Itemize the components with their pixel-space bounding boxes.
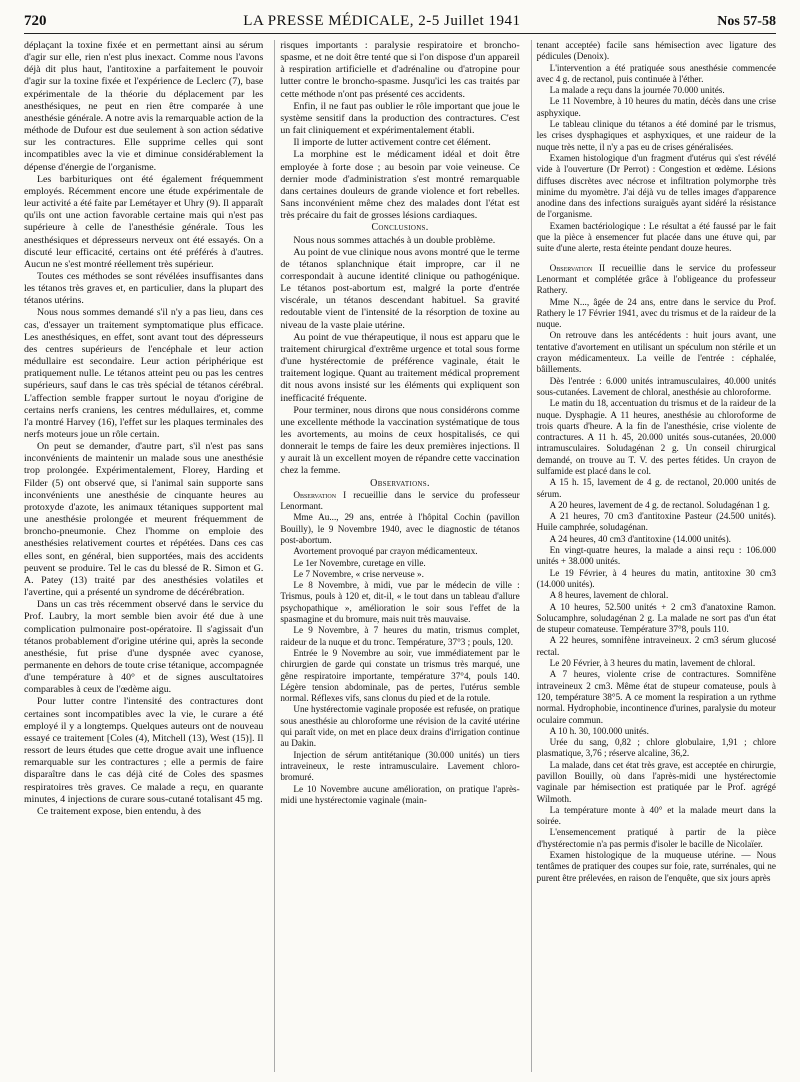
paragraph: Le 8 Novembre, à midi, vue par le médecin de ville : Trismus, pouls à 120 et, dit-il, « le tout dans un tableau d'allure psychopathique », amélioration le soir sous l'effet de la spasmagine et du bromure, mais nuit très mauvaise.: [280, 580, 520, 625]
observation-1-heading: [280, 490, 519, 513]
paragraph: A 20 heures, lavement de 4 g. de rectanol. Soludagénan 1 g.: [549, 499, 770, 510]
observation-1-source: recueillie dans le service du professeur Lenormant.: [280, 489, 520, 512]
paragraph: Pour lutter contre l'intensité des contractures dont certaines sont incompatibles avec la vie, le curare a été employé il y a longtemps. Quelques auteurs ont de nouveau essayé ce traitement [Coles (4), Mitchell (13), West (15)]. Il ressort de leurs études que cette drogue avait une influence remarquable sur les contractures ; elle a permis de faire disparaître dans le cas déjà cité de Coles des spasmes respiratoires très graves. Ce malade a reçu, en quarante minutes, 4 injections de curare sous-cutané totalisant 45 mg.: [24, 696, 264, 805]
paragraph: A 7 heures, violente crise de contractures. Somnifène intraveineux 2 cm3. Même état de stupeur comateuse, pouls à 120, température 38°5. A ce moment la respiration a un rythme normal. Hydrophobie, incontinence d'urines, paralysie du moteur oculaire commun.: [536, 669, 776, 725]
paragraph: Urée du sang, 0,82 ; chlore globulaire, 1,91 ; chlore plasmatique, 3,76 ; réserve alcaline, 36,2.: [536, 737, 776, 759]
paragraph: Le tableau clinique du tétanos a été dominé par le trismus, les crises dysphagiques et asphyxiques, et une raideur de la nuque très nette, il n'y a pas eu de crises généralisées.: [536, 119, 776, 152]
column-1: [24, 40, 263, 1072]
conclusions-text: [280, 235, 519, 478]
paragraph: Toutes ces méthodes se sont révélées insuffisantes dans les tétanos très graves et, en particulier, dans la plupart des tétanos utérins.: [24, 270, 264, 307]
paragraph: Le 19 Février, à 4 heures du matin, antitoxine 30 cm3 (14.000 unités).: [536, 567, 776, 589]
paragraph: L'ensemencement pratiqué à partir de la pièce d'hystérectomie n'a pas permis d'isoler le bacille de Nicolaïer.: [536, 827, 776, 849]
paragraph: A 8 heures, lavement de chloral.: [549, 590, 669, 601]
journal-date: 2-5 Juillet 1941: [418, 13, 521, 29]
paragraph: Mme N..., âgée de 24 ans, entre dans le service du Prof. Rathery le 17 Février 1941, avec du trismus et de la raideur de la nuque.: [536, 296, 776, 330]
paragraph: Examen histologique de la muqueuse utérine. — Nous tentâmes de pratiquer des coupes sur foie, rate, surrénales, qui ne purent être prélevées, en raison de l'enquête, que six jours après: [536, 850, 776, 883]
paragraph: Le 9 Novembre, à 7 heures du matin, trismus complet, raideur de la nuque et du tronc. Température, 37°3 ; pouls, 120.: [280, 625, 520, 647]
column-2-intro: [280, 40, 519, 222]
paragraph: Avortement provoqué par crayon médicamenteux.: [293, 546, 478, 557]
paragraph: Enfin, il ne faut pas oublier le rôle important que joue le système sensitif dans la production des contractures. C'est un fait cliniquement et expérimentalement établi.: [280, 100, 520, 137]
paragraph: Le 10 Novembre aucune amélioration, on pratique l'après-midi une hystérectomie vaginale (main-: [280, 783, 520, 805]
paragraph: La température monte à 40° et la malade meurt dans la soirée.: [536, 804, 776, 827]
paragraph: déplaçant la toxine fixée et en permettant ainsi au sérum d'agir sur elle, rien n'est plus inexact. Comme nous l'avons déjà dit plus haut, l'antitoxine a parfaitement le pouvoir d'agir sur la toxine fixée et l'expérience de Leclerc (7), base expérimentale de la théorie du déplacement par les anesthésiques, ne peut en rien être comparée à une anesthésie générale. A notre avis la remarquable action de la méthode de Dufour est due seulement à son action sédative sur les contractures. Elle supprime celles qui sont incompatibles avec la vie et diminue considérablement la dépense d'énergie de l'organisme.: [24, 40, 264, 173]
paragraph: Le matin du 18, accentuation du trismus et de la raideur de la nuque. Dysphagie. A 11 heures, anesthésie au chloroforme de trois quarts d'heure. A la fin de l'anesthésie, crise violente de contractures. A 11 h. 45, 20.000 unités sous-cutanées, 20.000 intramusculaires. Soludagénan 2 g. Un conseil chirurgical demandé, on trouve au T. V. des pertes fétides. Un crayon de sulfamide est placé dans le col.: [536, 398, 776, 476]
observation-1-label: Observation I: [293, 489, 347, 500]
paragraph: A 15 h. 15, lavement de 4 g. de rectanol, 20.000 unités de sérum.: [536, 477, 776, 499]
column-3: [531, 40, 776, 1072]
paragraph: Le 1er Novembre, curetage en ville.: [293, 557, 426, 568]
paragraph: A 21 heures, 70 cm3 d'antitoxine Pasteur (24.500 unités). Huile camphrée, soludagénan.: [536, 511, 776, 533]
page-header: [24, 8, 776, 34]
paragraph: Au point de vue clinique nous avons montré que le terme de tétanos splanchnique était impropre, car il ne correspondait à aucune identité clinique ou pathogénique. Le tétanos post-abortum est, malgré la porte d'entrée viscérale, un tétanos descendant habituel. Sa gravité redoutable vient de l'intensité de la résorption de toxine au niveau de la vaste plaie utérine.: [280, 246, 520, 331]
paragraph: La malade, dans cet état très grave, est acceptée en chirurgie, pavillon Bouilly, où dans l'après-midi une hystérectomie vaginale par hémisection est pratiquée par le Prof. agrégé Wilmoth.: [536, 759, 776, 804]
journal-name: LA PRESSE MÉDICALE,: [243, 13, 415, 29]
paragraph: La morphine est le médicament idéal et doit être employée à forte dose ; au besoin par voie veineuse. Ce dernier mode d'administration s'est montré remarquable dans certaines douleurs de grande violence et fort rebelles. Sans inconvénient même chez des malades dont l'état est très précaire du fait de grosses lésions cardiaques.: [280, 149, 520, 222]
paragraph: Dès l'entrée : 6.000 unités intramusculaires, 40.000 unités sous-cutanées. Lavement de chloral, anesthésie au chloroforme.: [536, 375, 776, 397]
paragraph: Nous nous sommes demandé s'il n'y a pas lieu, dans ces cas, d'essayer un traitement symptomatique plus efficace. Les anesthésiques, en effet, sont avant tout des dépresseurs des centres supérieurs de l'encéphale et leur action médullaire est secondaire. Leur action périphérique est pratiquement nulle. Le tétanos atteint peu ou pas les centres supérieurs, sauf dans le cas très spécial de tétanos cérébral. L'affection semble frapper surtout le noyau d'origine de certains nerfs craniens, les centres médullaires, et, comme l'a montré Harvey (16), l'effet sur les plaques terminales des nerfs moteurs joue un rôle certain.: [24, 307, 264, 440]
paragraph: Pour terminer, nous dirons que nous considérons comme une excellente méthode la vaccination systématique de tous les avortements, au moins de ceux hospitalisés, ce qui donnerait le temps de faire les deux premières injections. Il y aurait là un excellent moyen de répandre cette vaccination chez la femme.: [280, 404, 520, 477]
paragraph: Le 20 Février, à 3 heures du matin, lavement de chloral.: [549, 658, 756, 669]
observations-heading: Observations.: [370, 477, 430, 489]
paragraph: Dans un cas très récemment observé dans le service du Prof. Laubry, la mort semble bien avoir été due à une complication pulmonaire post-opératoire. Il s'agissait d'un tétanos probablement d'origine utérine qui, après la seconde anesthésie, fut prise d'une dyspnée avec cyanose, permanente en dehors de toute crise tétanique, accompagnée d'une température à 40° et de signes auscultatoires comparables à ceux de l'œdème aigu.: [24, 599, 264, 696]
paragraph: Nous nous sommes attachés à un double problème.: [293, 234, 496, 246]
observation-1-text: [280, 512, 519, 806]
paragraph: On retrouve dans les antécédents : huit jours avant, une tentative d'avortement en utilisant un spéculum non stérile et un crayon médicamenteux. La veille de l'entrée : céphalée, bâillements.: [536, 330, 776, 375]
paragraph: A 22 heures, somnifène intraveineux. 2 cm3 sérum glucosé rectal.: [536, 635, 776, 657]
paragraph: Mme Au..., 29 ans, entrée à l'hôpital Cochin (pavillon Bouilly), le 9 Novembre 1940, avec le diagnostic de tétanos post-abortum.: [280, 512, 520, 545]
column-3-intro: [537, 40, 776, 255]
paragraph: Le 7 Novembre, « crise nerveuse ».: [293, 568, 424, 579]
conclusions-heading: Conclusions.: [371, 222, 429, 234]
paragraph: L'intervention a été pratiquée sous anesthésie commencée avec 4 g. de rectanol, puis continuée à l'éther.: [536, 62, 776, 84]
paragraph: A 24 heures, 40 cm3 d'antitoxine (14.000 unités).: [549, 533, 731, 544]
observation-2-label: Observation II: [549, 262, 606, 273]
paragraph: Il importe de lutter activement contre cet élément.: [293, 137, 491, 149]
observation-2-text: [537, 297, 776, 884]
paragraph: Examen histologique d'un fragment d'utérus qui s'est révélé vide à l'ouverture (Dr Perrot) : Congestion et œdème. Lésions diffuses discrètes avec nécrose et infiltration polymorphe très minime du myomètre. J'ai déjà vu de telles images d'apparence anodine dans des infections suraiguës ayant sidéré la résistance de l'organisme.: [536, 152, 776, 220]
paragraph: Le 11 Novembre, à 10 heures du matin, décès dans une crise asphyxique.: [536, 96, 776, 118]
paragraph: Ce traitement expose, bien entendu, à des: [37, 805, 201, 817]
paragraph: risques importants : paralysie respiratoire et broncho-spasme, et ne doit être tenté que si l'on dispose d'un appareil à respiration artificielle et d'adrénaline ou d'atropine pour lutter contre le broncho-spasme. Jusqu'ici les cas traités par cette méthode n'ont pas présenté ces accidents.: [280, 40, 520, 100]
paragraph: Examen bactériologique : Le résultat a été faussé par le fait que la pièce à ensemencer fut placée dans une étuve qui, par suite d'une alerte, resta éteinte pendant douze heures.: [536, 220, 776, 254]
journal-title: [243, 13, 520, 30]
paragraph: tenant acceptée) facile sans hémisection avec ligature des pédicules (Denoix).: [536, 40, 776, 62]
paragraph: Injection de sérum antitétanique (30.000 unités) un tiers intraveineux, le reste intramusculaire. Lavement chloro-bromuré.: [280, 749, 520, 783]
paragraph: La malade a reçu dans la journée 70.000 unités.: [549, 85, 725, 96]
paragraph: Les barbituriques ont été également fréquemment employés. Récemment encore une étude expérimentale de leur activité a été faite par Lemétayer et Uhry (9). Il apparaît qu'ils ont une action favorable certaine mais qui n'est pas supérieure à celle de l'anesthésie générale. Tous les anesthésiques et dépresseurs nerveux ont été essayés. On a discuté leur efficacité, certains ont été préférés à d'autres. Aucun ne s'est montré réellement très supérieur.: [24, 173, 264, 270]
paragraph: A 10 heures, 52.500 unités + 2 cm3 d'anatoxine Ramon. Solucamphre, soludagénan 2 g. La malade ne sort pas d'un état de stupeur comateuse. Température 37°8, pouls 110.: [536, 601, 776, 635]
paragraph: On peut se demander, d'autre part, s'il n'est pas sans inconvénients de maintenir un malade sous une anesthésie trop prolongée. Expérimentalement, Florey, Harding et Filder (5) ont observé que, si l'animal sain supporte sans inconvénients une anesthésie de cinquante heures au protoxyde d'azote, les animaux tétaniques supportent mal une anesthésie prolongée et meurent fréquemment de broncho-pneumonie. Chez l'homme on emploie des anesthésies relativement courtes et répétées. Dans ces cas elles sont, en général, bien supportées, mais des accidents peuvent se produire. Tel le cas du blessé de R. Simon et G. A. Patey (13) traité par des anesthésies volatiles et l'avertine, qui a présenté un syndrome de décérébration.: [24, 441, 264, 599]
page-number: 720: [24, 13, 47, 29]
paragraph: Entrée le 9 Novembre au soir, vue immédiatement par le chirurgien de garde qui constate un trismus très marqué, une gêne respiratoire importante, température 37°4, pouls 140. Légère tension abdominale, pas de pertes, l'utérus semble normal. Réflexes vifs, sans clonus du pied et de la rotule.: [280, 647, 520, 704]
paragraph: A 10 h. 30, 100.000 unités.: [549, 725, 649, 736]
column-2: [274, 40, 519, 1072]
paragraph: Une hystérectomie vaginale proposée est refusée, on pratique sous anesthésie au chloroforme une révision de la cavité utérine qui paraît vide, on met en place deux drains d'irrigation continue au Dakin.: [280, 704, 520, 749]
observation-2-heading: [537, 263, 776, 297]
paragraph: En vingt-quatre heures, la malade a ainsi reçu : 106.000 unités + 38.000 unités.: [536, 545, 776, 567]
paragraph: Au point de vue thérapeutique, il nous est apparu que le traitement chirurgical d'extrême urgence et total sous forme d'une hystérectomie de préférence vaginale, était le traitement logique. Quant au traitement médical proprement dit nous avons insisté sur les éléments qui expliquent son inefficacité fréquente.: [280, 331, 520, 404]
observation-2-source: recueillie dans le service du professeur Lenormant et complétée grâce à l'obligeance du professeur Rathery.: [536, 262, 776, 296]
issue-number: Nos 57-58: [717, 14, 776, 29]
text-columns: [24, 40, 776, 1072]
